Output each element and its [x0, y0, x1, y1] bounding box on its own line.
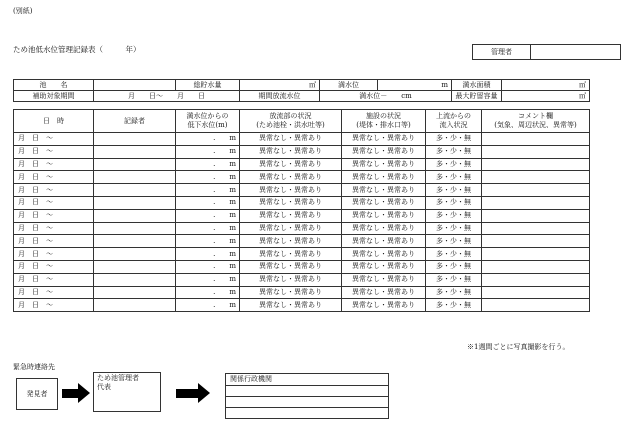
comment-cell[interactable] [482, 158, 590, 171]
total-storage-label: 総貯水量 [176, 80, 240, 91]
outlet-status-cell[interactable]: 異常なし・異常あり [240, 222, 342, 235]
pond-info-table [13, 79, 590, 102]
emergency-title: 緊急時連絡先 [13, 363, 55, 371]
pond-manager-label: ため池管理者 [97, 374, 139, 382]
date-cell[interactable]: 月 日 〜 [14, 248, 94, 261]
inflow-status-cell[interactable]: 多・少・無 [426, 171, 482, 184]
recorder-cell[interactable] [94, 260, 176, 273]
comment-cell[interactable] [482, 286, 590, 299]
table-row [14, 299, 590, 312]
facility-status-cell[interactable]: 異常なし・異常あり [342, 273, 426, 286]
drop-cell[interactable]: . m [176, 145, 240, 158]
comment-cell[interactable] [482, 184, 590, 197]
recorder-cell[interactable] [94, 248, 176, 261]
drop-cell[interactable]: . m [176, 171, 240, 184]
drop-cell[interactable]: . m [176, 286, 240, 299]
drawdown-field[interactable]: 満水位－ cm [320, 91, 452, 102]
table-row [14, 273, 590, 286]
date-cell[interactable]: 月 日 〜 [14, 196, 94, 209]
representative-label: 代表 [97, 383, 111, 391]
facility-status-cell[interactable]: 異常なし・異常あり [342, 286, 426, 299]
inflow-status-cell[interactable]: 多・少・無 [426, 209, 482, 222]
recorder-cell[interactable] [94, 222, 176, 235]
full-level-field[interactable]: m [378, 80, 452, 91]
table-row [14, 222, 590, 235]
recorder-cell[interactable] [94, 209, 176, 222]
outlet-status-cell[interactable]: 異常なし・異常あり [240, 158, 342, 171]
table-row [14, 184, 590, 197]
drop-cell[interactable]: . m [176, 273, 240, 286]
recorder-cell[interactable] [94, 171, 176, 184]
inflow-status-cell[interactable]: 多・少・無 [426, 158, 482, 171]
recorder-cell[interactable] [94, 273, 176, 286]
facility-status-cell[interactable]: 異常なし・異常あり [342, 299, 426, 312]
recorder-cell[interactable] [94, 196, 176, 209]
authority-label: 関係行政機関 [226, 374, 389, 386]
comment-cell[interactable] [482, 273, 590, 286]
authority-box [225, 373, 389, 419]
full-area-field[interactable]: ㎡ [502, 80, 590, 91]
outlet-status-cell[interactable]: 異常なし・異常あり [240, 196, 342, 209]
comment-cell[interactable] [482, 299, 590, 312]
drawdown-label: 期間放流水位 [240, 91, 320, 102]
drop-cell[interactable]: . m [176, 196, 240, 209]
col-facility: 施設の状況 (堤体・排水口等) [342, 110, 426, 133]
manager-box [472, 44, 621, 60]
inflow-status-cell[interactable]: 多・少・無 [426, 222, 482, 235]
max-storage-field[interactable]: ㎥ [502, 91, 590, 102]
photo-footnote: ※1週間ごとに写真撮影を行う。 [467, 343, 570, 351]
max-storage-label: 最大貯留容量 [452, 91, 502, 102]
date-cell[interactable]: 月 日 〜 [14, 260, 94, 273]
date-cell[interactable]: 月 日 〜 [14, 133, 94, 146]
drop-cell[interactable]: . m [176, 260, 240, 273]
inflow-status-cell[interactable]: 多・少・無 [426, 133, 482, 146]
inflow-status-cell[interactable]: 多・少・無 [426, 184, 482, 197]
date-cell[interactable]: 月 日 〜 [14, 158, 94, 171]
arrow-right-icon [176, 389, 198, 398]
outlet-status-cell[interactable]: 異常なし・異常あり [240, 273, 342, 286]
recorder-cell[interactable] [94, 286, 176, 299]
pond-manager-box [93, 372, 161, 412]
comment-cell[interactable] [482, 145, 590, 158]
period-label: 補助対象期間 [14, 91, 94, 102]
manager-field[interactable] [531, 45, 621, 60]
water-level-log-table [13, 109, 590, 312]
authority-line[interactable] [226, 397, 389, 408]
facility-status-cell[interactable]: 異常なし・異常あり [342, 184, 426, 197]
facility-status-cell[interactable]: 異常なし・異常あり [342, 158, 426, 171]
recorder-cell[interactable] [94, 145, 176, 158]
date-cell[interactable]: 月 日 〜 [14, 171, 94, 184]
table-row [14, 196, 590, 209]
recorder-cell[interactable] [94, 235, 176, 248]
date-cell[interactable]: 月 日 〜 [14, 222, 94, 235]
drop-cell[interactable]: . m [176, 299, 240, 312]
outlet-status-cell[interactable]: 異常なし・異常あり [240, 133, 342, 146]
date-cell[interactable]: 月 日 〜 [14, 273, 94, 286]
table-row [14, 286, 590, 299]
form-label: (別紙) [13, 7, 33, 15]
col-drop: 満水位からの 低下水位(m) [176, 110, 240, 133]
facility-status-cell[interactable]: 異常なし・異常あり [342, 209, 426, 222]
inflow-status-cell[interactable]: 多・少・無 [426, 145, 482, 158]
drop-cell[interactable]: . m [176, 222, 240, 235]
comment-cell[interactable] [482, 235, 590, 248]
recorder-cell[interactable] [94, 184, 176, 197]
date-cell[interactable]: 月 日 〜 [14, 145, 94, 158]
inflow-status-cell[interactable]: 多・少・無 [426, 235, 482, 248]
facility-status-cell[interactable]: 異常なし・異常あり [342, 171, 426, 184]
comment-cell[interactable] [482, 222, 590, 235]
col-comment: コメント欄 (気象、周辺状況、異常等) [482, 110, 590, 133]
inflow-status-cell[interactable]: 多・少・無 [426, 196, 482, 209]
drop-cell[interactable]: . m [176, 184, 240, 197]
comment-cell[interactable] [482, 171, 590, 184]
drop-cell[interactable]: . m [176, 209, 240, 222]
col-outlet: 放流部の状況 (ため池栓・洪水吐等) [240, 110, 342, 133]
comment-cell[interactable] [482, 209, 590, 222]
drop-cell[interactable]: . m [176, 133, 240, 146]
page-title: ため池低水位管理記録表（ 年） [13, 45, 141, 54]
inflow-status-cell[interactable]: 多・少・無 [426, 286, 482, 299]
authority-line[interactable] [226, 408, 389, 419]
full-level-label: 満水位 [320, 80, 378, 91]
facility-status-cell[interactable]: 異常なし・異常あり [342, 248, 426, 261]
inflow-status-cell[interactable]: 多・少・無 [426, 273, 482, 286]
table-row [14, 248, 590, 261]
discoverer-label: 発見者 [26, 390, 48, 398]
comment-cell[interactable] [482, 248, 590, 261]
inflow-status-cell[interactable]: 多・少・無 [426, 299, 482, 312]
outlet-status-cell[interactable]: 異常なし・異常あり [240, 248, 342, 261]
comment-cell[interactable] [482, 133, 590, 146]
facility-status-cell[interactable]: 異常なし・異常あり [342, 133, 426, 146]
table-row [14, 145, 590, 158]
facility-status-cell[interactable]: 異常なし・異常あり [342, 196, 426, 209]
facility-status-cell[interactable]: 異常なし・異常あり [342, 260, 426, 273]
table-row [14, 209, 590, 222]
table-row [14, 235, 590, 248]
arrow-right-icon [78, 383, 90, 403]
pond-name-label: 池 名 [14, 80, 94, 91]
recorder-cell[interactable] [94, 133, 176, 146]
inflow-status-cell[interactable]: 多・少・無 [426, 260, 482, 273]
table-row [14, 260, 590, 273]
drop-cell[interactable]: . m [176, 235, 240, 248]
arrow-right-icon [62, 389, 78, 398]
date-cell[interactable]: 月 日 〜 [14, 209, 94, 222]
col-inflow: 上流からの 流入状況 [426, 110, 482, 133]
arrow-right-icon [198, 383, 210, 403]
col-datetime: 日 時 [14, 110, 94, 133]
inflow-status-cell[interactable]: 多・少・無 [426, 248, 482, 261]
comment-cell[interactable] [482, 260, 590, 273]
discoverer-box [16, 378, 58, 410]
drop-cell[interactable]: . m [176, 248, 240, 261]
outlet-status-cell[interactable]: 異常なし・異常あり [240, 184, 342, 197]
total-storage-field[interactable]: ㎥ [240, 80, 320, 91]
recorder-cell[interactable] [94, 158, 176, 171]
table-row [14, 171, 590, 184]
period-field[interactable]: 月 日〜 月 日 [94, 91, 240, 102]
outlet-status-cell[interactable]: 異常なし・異常あり [240, 286, 342, 299]
pond-name-field[interactable] [94, 80, 176, 91]
full-area-label: 満水面積 [452, 80, 502, 91]
col-recorder: 記録者 [94, 110, 176, 133]
facility-status-cell[interactable]: 異常なし・異常あり [342, 222, 426, 235]
recorder-cell[interactable] [94, 299, 176, 312]
table-row [14, 133, 590, 146]
drop-cell[interactable]: . m [176, 158, 240, 171]
outlet-status-cell[interactable]: 異常なし・異常あり [240, 145, 342, 158]
date-cell[interactable]: 月 日 〜 [14, 299, 94, 312]
date-cell[interactable]: 月 日 〜 [14, 184, 94, 197]
comment-cell[interactable] [482, 196, 590, 209]
facility-status-cell[interactable]: 異常なし・異常あり [342, 235, 426, 248]
authority-line[interactable] [226, 386, 389, 397]
date-cell[interactable]: 月 日 〜 [14, 235, 94, 248]
outlet-status-cell[interactable]: 異常なし・異常あり [240, 299, 342, 312]
outlet-status-cell[interactable]: 異常なし・異常あり [240, 260, 342, 273]
outlet-status-cell[interactable]: 異常なし・異常あり [240, 209, 342, 222]
facility-status-cell[interactable]: 異常なし・異常あり [342, 145, 426, 158]
outlet-status-cell[interactable]: 異常なし・異常あり [240, 235, 342, 248]
outlet-status-cell[interactable]: 異常なし・異常あり [240, 171, 342, 184]
log-header-row [14, 110, 590, 133]
date-cell[interactable]: 月 日 〜 [14, 286, 94, 299]
table-row [14, 158, 590, 171]
manager-label: 管理者 [473, 45, 531, 60]
